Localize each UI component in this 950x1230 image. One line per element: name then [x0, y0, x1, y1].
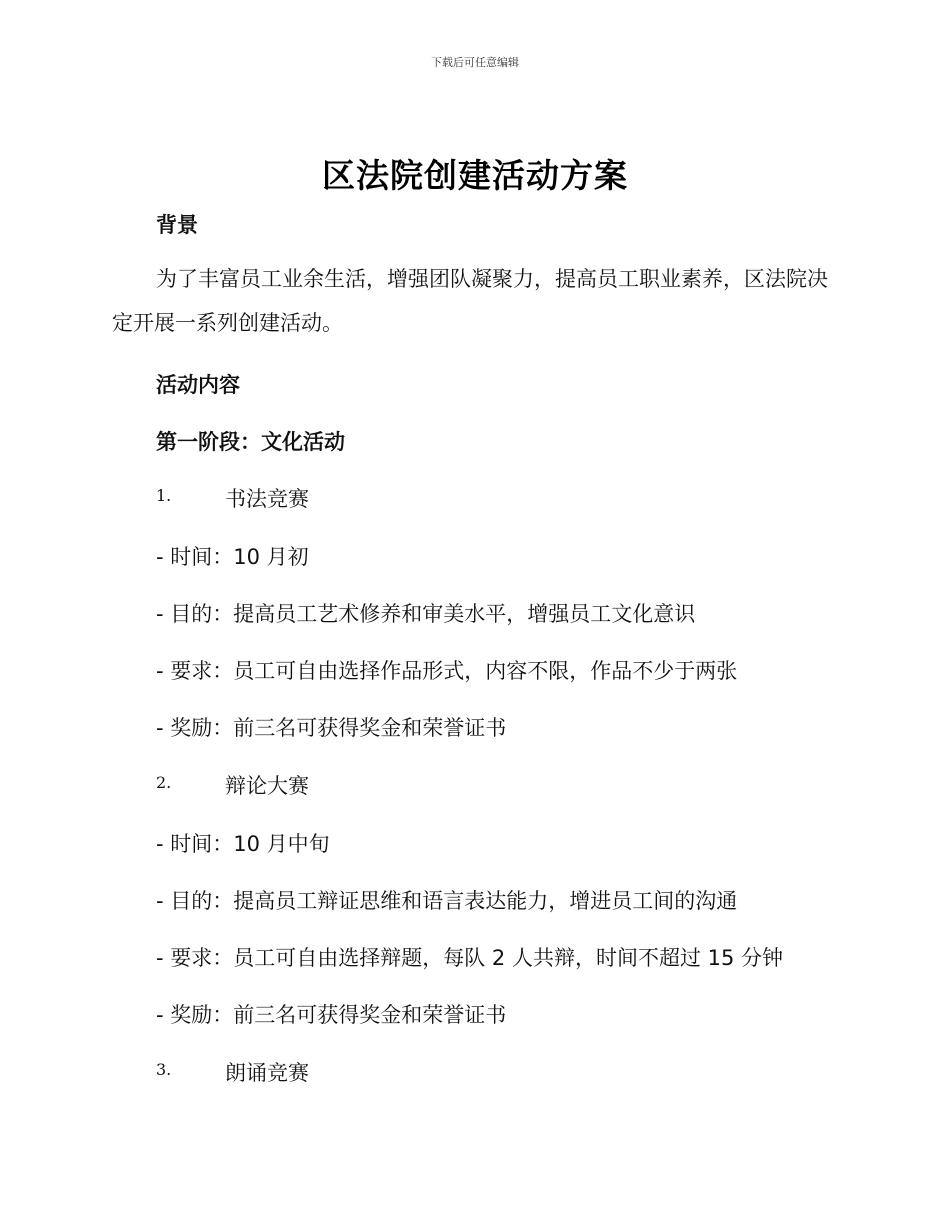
item-title: 书法竞赛: [225, 487, 309, 511]
item-detail-line: - 时间：10 月初: [156, 545, 309, 569]
activity-heading: 活动内容: [156, 373, 240, 397]
item-number: 2.: [156, 773, 172, 792]
background-heading: 背景: [156, 213, 198, 237]
item-detail-line: - 目的：提高员工辩证思维和语言表达能力，增进员工间的沟通: [156, 889, 738, 913]
stage1-heading: 第一阶段：文化活动: [156, 430, 345, 454]
item-detail-line: - 奖励：前三名可获得奖金和荣誉证书: [156, 716, 507, 740]
item-title: 辩论大赛: [225, 774, 309, 798]
item-detail-line: - 目的：提高员工艺术修养和审美水平，增强员工文化意识: [156, 602, 696, 626]
item-title: 朗诵竞赛: [225, 1061, 309, 1085]
document-title: 区法院创建活动方案: [322, 156, 628, 195]
background-paragraph: 为了丰富员工业余生活，增强团队凝聚力，提高员工职业素养，区法院决定开展一系列创建活动。: [112, 267, 828, 335]
header-note: 下载后可任意编辑: [431, 56, 519, 69]
item-detail-line: - 要求：员工可自由选择作品形式，内容不限，作品不少于两张: [156, 659, 738, 683]
item-detail-line: - 要求：员工可自由选择辩题，每队 2 人共辩，时间不超过 15 分钟: [156, 946, 784, 970]
item-number: 3.: [156, 1060, 172, 1079]
item-detail-line: - 奖励：前三名可获得奖金和荣誉证书: [156, 1003, 507, 1027]
item-number: 1.: [156, 486, 172, 505]
item-detail-line: - 时间：10 月中旬: [156, 832, 330, 856]
